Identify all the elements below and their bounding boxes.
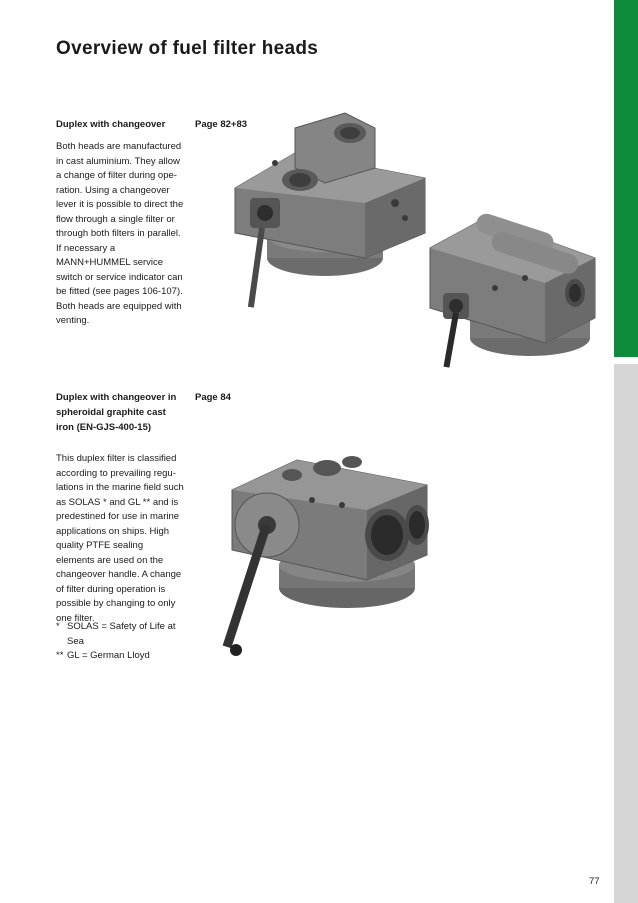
duplex-filter-head-cast-iron-image xyxy=(222,440,442,665)
chapter-tab-active xyxy=(614,0,638,357)
footnote-solas xyxy=(56,620,186,649)
filter-head-b xyxy=(430,211,595,368)
footnotes xyxy=(56,620,186,664)
footnote-text: SOLAS = Safety of Life at Sea xyxy=(67,621,176,647)
page-number: 77 xyxy=(589,876,600,887)
filter-head-a xyxy=(235,113,425,308)
footnote-mark: * xyxy=(56,621,60,632)
footnote-text: GL = German Lloyd xyxy=(67,650,150,661)
footnote-mark: ** xyxy=(56,650,64,661)
page-reference: Page 82+83 xyxy=(195,119,248,130)
section-body-text: Both heads are manufactured in cast aluminium. They allow a change of filter during ope-ration. Using a changeover lever it is possible to direct the flow through a single filter or through both filters in parallel. If necessary a MANN+HUMMEL service switch or service indicator can be fitted (see pages 106-107). Both heads are equipped with venting. xyxy=(56,141,184,326)
footnote-gl xyxy=(56,649,186,664)
section-heading: Duplex with changeover xyxy=(56,119,166,130)
chapter-tab-inactive xyxy=(614,364,638,903)
section-heading: Duplex with changeover in spheroidal graphite cast iron (EN-GJS-400-15) xyxy=(56,392,177,433)
page-reference: Page 84 xyxy=(195,392,231,403)
page-title: Overview of fuel filter heads xyxy=(56,38,319,59)
section-body-text: This duplex filter is classified according to prevailing regu-lations in the marine field such as SOLAS * and GL ** and is predestined for use in marine applications on ships. High quality PTFE sealing elements are used on the changeover handle. A change of filter during operation is possible by changing to only one filter. xyxy=(56,453,184,624)
duplex-filter-heads-aluminium-image xyxy=(225,108,605,378)
